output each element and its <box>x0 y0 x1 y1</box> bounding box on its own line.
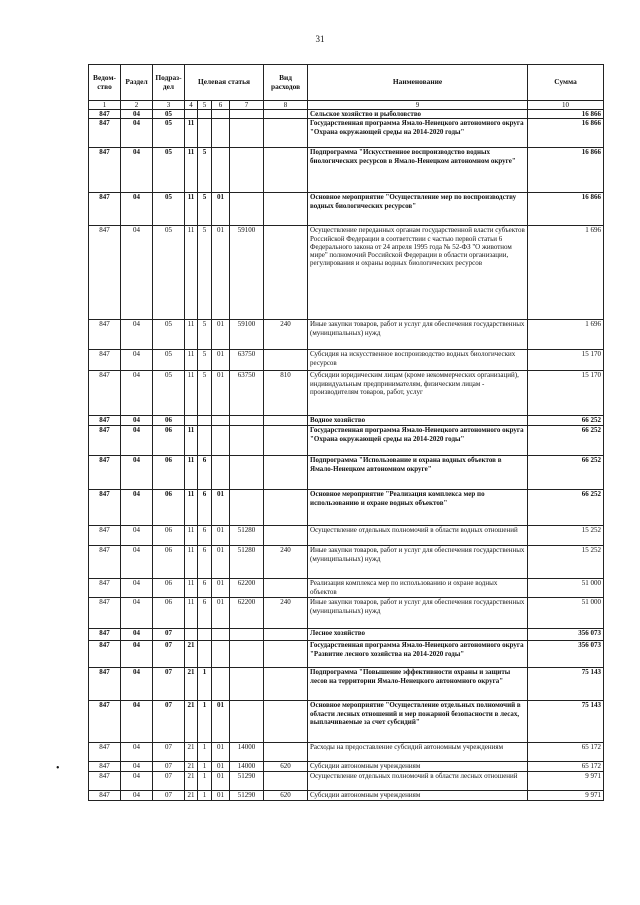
cell-department: 847 <box>89 320 121 350</box>
cell-sum: 9 971 <box>528 771 604 790</box>
cell-department: 847 <box>89 456 121 490</box>
cell-expense-type <box>264 701 308 743</box>
cell-department: 847 <box>89 598 121 629</box>
cell-subprogram: 6 <box>198 598 212 629</box>
table-row <box>89 320 604 350</box>
table-row <box>89 148 604 193</box>
cell-expense-type <box>264 226 308 320</box>
table-body <box>89 110 604 800</box>
cell-section: 04 <box>121 598 153 629</box>
cell-subsection: 07 <box>153 790 185 800</box>
header-target-article: Целевая статья <box>185 65 264 101</box>
cell-direction <box>230 193 264 226</box>
cell-sum: 15 170 <box>528 371 604 416</box>
cell-sum: 66 252 <box>528 426 604 456</box>
cell-expense-type <box>264 629 308 641</box>
cell-expense-type: 240 <box>264 320 308 350</box>
table-row <box>89 579 604 598</box>
table-row <box>89 668 604 701</box>
cell-subprogram: 6 <box>198 526 212 546</box>
cell-subsection: 06 <box>153 456 185 490</box>
cell-activity: 01 <box>212 526 230 546</box>
table-row <box>89 526 604 546</box>
cell-subsection: 07 <box>153 762 185 771</box>
cell-direction <box>230 110 264 119</box>
cell-section: 04 <box>121 320 153 350</box>
column-number: 7 <box>230 101 264 110</box>
cell-sum: 356 073 <box>528 629 604 641</box>
cell-activity <box>212 629 230 641</box>
column-number: 5 <box>198 101 212 110</box>
cell-expense-type: 240 <box>264 598 308 629</box>
cell-activity <box>212 456 230 490</box>
cell-subprogram: 1 <box>198 762 212 771</box>
table-row <box>89 701 604 743</box>
cell-section: 04 <box>121 490 153 526</box>
cell-section: 04 <box>121 790 153 800</box>
cell-subsection: 05 <box>153 320 185 350</box>
cell-program: 11 <box>185 490 198 526</box>
cell-subsection: 05 <box>153 148 185 193</box>
cell-expense-type: 620 <box>264 762 308 771</box>
cell-direction: 63750 <box>230 350 264 371</box>
budget-table <box>88 64 604 801</box>
cell-name: Государственная программа Ямало-Ненецкого автономного округа "Развитие лесного хозяйства на 2014-2020 годы" <box>308 641 528 668</box>
cell-name: Субсидии юридическим лицам (кроме некоммерческих организаций), индивидуальным предпринимателям, физическим лицам - производителям товаров, работ, услуг <box>308 371 528 416</box>
cell-department: 847 <box>89 629 121 641</box>
cell-sum: 65 172 <box>528 743 604 762</box>
cell-department: 847 <box>89 771 121 790</box>
header-dept: Ведом-ство <box>89 65 121 101</box>
cell-activity: 01 <box>212 771 230 790</box>
cell-subprogram: 6 <box>198 490 212 526</box>
cell-subsection: 07 <box>153 701 185 743</box>
cell-name: Подпрограмма "Повышение эффективности охраны и защиты лесов на территории Ямало-Ненецкого автономного округа" <box>308 668 528 701</box>
cell-department: 847 <box>89 762 121 771</box>
cell-activity <box>212 148 230 193</box>
cell-sum: 66 252 <box>528 416 604 426</box>
cell-activity: 01 <box>212 546 230 579</box>
cell-subsection: 05 <box>153 110 185 119</box>
cell-program: 11 <box>185 426 198 456</box>
cell-department: 847 <box>89 371 121 416</box>
cell-name: Расходы на предоставление субсидий автономным учреждениям <box>308 743 528 762</box>
cell-subsection: 05 <box>153 119 185 148</box>
cell-activity: 01 <box>212 350 230 371</box>
cell-subsection: 06 <box>153 426 185 456</box>
cell-department: 847 <box>89 426 121 456</box>
cell-subprogram: 6 <box>198 579 212 598</box>
cell-sum: 66 252 <box>528 490 604 526</box>
table-row <box>89 456 604 490</box>
cell-section: 04 <box>121 641 153 668</box>
cell-direction: 51280 <box>230 546 264 579</box>
table-row <box>89 226 604 320</box>
cell-activity: 01 <box>212 743 230 762</box>
cell-subsection: 07 <box>153 771 185 790</box>
cell-activity <box>212 119 230 148</box>
cell-department: 847 <box>89 579 121 598</box>
cell-name: Водное хозяйство <box>308 416 528 426</box>
cell-sum: 15 252 <box>528 546 604 579</box>
cell-name: Подпрограмма "Искусственное воспроизводство водных биологических ресурсов в Ямало-Ненецком автономном округе" <box>308 148 528 193</box>
cell-department: 847 <box>89 743 121 762</box>
cell-subprogram <box>198 110 212 119</box>
column-number: 8 <box>264 101 308 110</box>
cell-program: 11 <box>185 598 198 629</box>
cell-subsection: 06 <box>153 546 185 579</box>
cell-expense-type <box>264 193 308 226</box>
cell-direction: 59100 <box>230 320 264 350</box>
cell-sum: 356 073 <box>528 641 604 668</box>
cell-expense-type: 240 <box>264 546 308 579</box>
cell-direction <box>230 416 264 426</box>
cell-section: 04 <box>121 226 153 320</box>
cell-sum: 66 252 <box>528 456 604 490</box>
cell-name: Основное мероприятие "Осуществление мер по воспроизводству водных биологических ресурсов" <box>308 193 528 226</box>
column-number-row <box>89 101 604 110</box>
cell-sum: 15 252 <box>528 526 604 546</box>
cell-name: Иные закупки товаров, работ и услуг для обеспечения государственных (муниципальных) нужд <box>308 320 528 350</box>
cell-program <box>185 110 198 119</box>
cell-expense-type <box>264 771 308 790</box>
cell-name: Осуществление отдельных полномочий в области лесных отношений <box>308 771 528 790</box>
cell-name: Подпрограмма "Использование и охрана водных объектов в Ямало-Ненецком автономном округе" <box>308 456 528 490</box>
cell-activity <box>212 416 230 426</box>
cell-section: 04 <box>121 526 153 546</box>
cell-subsection: 07 <box>153 629 185 641</box>
table-row <box>89 426 604 456</box>
cell-section: 04 <box>121 426 153 456</box>
cell-subprogram: 6 <box>198 456 212 490</box>
cell-direction: 14000 <box>230 762 264 771</box>
cell-direction <box>230 426 264 456</box>
cell-sum: 15 170 <box>528 350 604 371</box>
cell-direction <box>230 629 264 641</box>
cell-subprogram: 1 <box>198 790 212 800</box>
cell-sum: 51 000 <box>528 598 604 629</box>
cell-subsection: 07 <box>153 668 185 701</box>
cell-name: Основное мероприятие "Реализация комплекса мер по использованию и охране водных объектов" <box>308 490 528 526</box>
cell-name: Сельское хозяйство и рыболовство <box>308 110 528 119</box>
cell-subsection: 06 <box>153 416 185 426</box>
cell-sum: 16 866 <box>528 110 604 119</box>
cell-expense-type <box>264 350 308 371</box>
cell-subprogram: 1 <box>198 701 212 743</box>
cell-program: 21 <box>185 641 198 668</box>
cell-subsection: 06 <box>153 526 185 546</box>
cell-program: 11 <box>185 148 198 193</box>
cell-section: 04 <box>121 110 153 119</box>
cell-department: 847 <box>89 790 121 800</box>
cell-sum: 1 696 <box>528 226 604 320</box>
header-name: Наименование <box>308 65 528 101</box>
cell-activity <box>212 668 230 701</box>
column-number: 4 <box>185 101 198 110</box>
table-row <box>89 546 604 579</box>
cell-direction <box>230 490 264 526</box>
cell-subprogram: 5 <box>198 350 212 371</box>
cell-program: 11 <box>185 226 198 320</box>
table-row <box>89 490 604 526</box>
cell-sum: 16 866 <box>528 193 604 226</box>
cell-department: 847 <box>89 546 121 579</box>
cell-activity: 01 <box>212 790 230 800</box>
cell-expense-type: 810 <box>264 371 308 416</box>
page-number: 31 <box>315 34 325 44</box>
cell-subprogram: 6 <box>198 546 212 579</box>
cell-name: Субсидии автономным учреждениям <box>308 790 528 800</box>
column-number: 1 <box>89 101 121 110</box>
cell-activity: 01 <box>212 226 230 320</box>
cell-program: 11 <box>185 579 198 598</box>
cell-department: 847 <box>89 701 121 743</box>
cell-section: 04 <box>121 771 153 790</box>
cell-expense-type <box>264 456 308 490</box>
cell-direction: 62200 <box>230 579 264 598</box>
cell-subprogram: 5 <box>198 148 212 193</box>
cell-section: 04 <box>121 371 153 416</box>
cell-direction: 14000 <box>230 743 264 762</box>
table-row <box>89 350 604 371</box>
cell-section: 04 <box>121 350 153 371</box>
cell-activity: 01 <box>212 320 230 350</box>
cell-program: 21 <box>185 701 198 743</box>
cell-section: 04 <box>121 579 153 598</box>
cell-name: Субсидии автономным учреждениям <box>308 762 528 771</box>
cell-direction: 51290 <box>230 771 264 790</box>
cell-sum: 1 696 <box>528 320 604 350</box>
header-subsection: Подраз-дел <box>153 65 185 101</box>
cell-subsection: 05 <box>153 193 185 226</box>
cell-section: 04 <box>121 148 153 193</box>
cell-department: 847 <box>89 350 121 371</box>
margin-mark: • <box>56 763 60 774</box>
cell-subsection: 05 <box>153 371 185 416</box>
cell-department: 847 <box>89 110 121 119</box>
cell-expense-type <box>264 641 308 668</box>
table-row <box>89 762 604 771</box>
cell-subsection: 06 <box>153 598 185 629</box>
cell-program: 21 <box>185 762 198 771</box>
table-row <box>89 416 604 426</box>
cell-name: Осуществление переданных органам государственной власти субъектов Российской Федерации в соответствии с частью первой статьи 6 Федерального закона от 24 апреля 1995 года № 52-ФЗ "О животном мире" полномочий Российской Федерации в области организации, регулирования и охраны водных биологических ресурсов <box>308 226 528 320</box>
header-sum: Сумма <box>528 65 604 101</box>
cell-section: 04 <box>121 629 153 641</box>
cell-name: Осуществление отдельных полномочий в области водных отношений <box>308 526 528 546</box>
cell-subprogram: 1 <box>198 771 212 790</box>
cell-activity <box>212 426 230 456</box>
cell-direction <box>230 668 264 701</box>
table-row <box>89 629 604 641</box>
cell-subsection: 06 <box>153 579 185 598</box>
cell-name: Иные закупки товаров, работ и услуг для обеспечения государственных (муниципальных) нужд <box>308 546 528 579</box>
cell-program: 11 <box>185 546 198 579</box>
cell-department: 847 <box>89 193 121 226</box>
cell-subprogram: 5 <box>198 371 212 416</box>
header-section: Раздел <box>121 65 153 101</box>
cell-program: 11 <box>185 456 198 490</box>
cell-subprogram <box>198 426 212 456</box>
cell-subprogram: 5 <box>198 320 212 350</box>
cell-activity: 01 <box>212 490 230 526</box>
cell-program: 21 <box>185 668 198 701</box>
table-row <box>89 790 604 800</box>
cell-activity: 01 <box>212 701 230 743</box>
cell-program: 21 <box>185 771 198 790</box>
cell-department: 847 <box>89 668 121 701</box>
cell-subsection: 06 <box>153 490 185 526</box>
table-row <box>89 119 604 148</box>
cell-subsection: 05 <box>153 226 185 320</box>
cell-activity: 01 <box>212 579 230 598</box>
cell-direction: 51280 <box>230 526 264 546</box>
cell-program <box>185 416 198 426</box>
cell-expense-type <box>264 668 308 701</box>
cell-expense-type: 620 <box>264 790 308 800</box>
cell-sum: 65 172 <box>528 762 604 771</box>
cell-direction <box>230 119 264 148</box>
cell-name: Иные закупки товаров, работ и услуг для обеспечения государственных (муниципальных) нужд <box>308 598 528 629</box>
cell-section: 04 <box>121 743 153 762</box>
cell-name: Государственная программа Ямало-Ненецкого автономного округа "Охрана окружающей среды на 2014-2020 годы" <box>308 119 528 148</box>
cell-name: Государственная программа Ямало-Ненецкого автономного округа "Охрана окружающей среды на 2014-2020 годы" <box>308 426 528 456</box>
table-row <box>89 598 604 629</box>
cell-program: 21 <box>185 743 198 762</box>
cell-department: 847 <box>89 148 121 193</box>
cell-expense-type <box>264 490 308 526</box>
cell-direction: 51290 <box>230 790 264 800</box>
cell-sum: 75 143 <box>528 701 604 743</box>
cell-expense-type <box>264 110 308 119</box>
cell-department: 847 <box>89 416 121 426</box>
table-row <box>89 371 604 416</box>
cell-department: 847 <box>89 226 121 320</box>
cell-subprogram <box>198 641 212 668</box>
cell-name: Основное мероприятие "Осуществление отдельных полномочий в области лесных отношений и мер пожарной безопасности в лесах, выплачиваемые за счет субсидий" <box>308 701 528 743</box>
cell-expense-type <box>264 416 308 426</box>
cell-sum: 9 971 <box>528 790 604 800</box>
table-row <box>89 110 604 119</box>
cell-subprogram: 1 <box>198 743 212 762</box>
cell-subsection: 07 <box>153 641 185 668</box>
cell-sum: 51 000 <box>528 579 604 598</box>
cell-section: 04 <box>121 456 153 490</box>
cell-direction: 62200 <box>230 598 264 629</box>
cell-name: Реализация комплекса мер по использованию и охране водных объектов <box>308 579 528 598</box>
cell-direction <box>230 641 264 668</box>
cell-expense-type <box>264 426 308 456</box>
cell-subsection: 05 <box>153 350 185 371</box>
cell-section: 04 <box>121 668 153 701</box>
cell-activity: 01 <box>212 193 230 226</box>
cell-direction: 63750 <box>230 371 264 416</box>
cell-department: 847 <box>89 490 121 526</box>
cell-department: 847 <box>89 526 121 546</box>
cell-section: 04 <box>121 546 153 579</box>
header-expense-type: Вид расходов <box>264 65 308 101</box>
cell-direction: 59100 <box>230 226 264 320</box>
cell-expense-type <box>264 119 308 148</box>
cell-activity: 01 <box>212 371 230 416</box>
cell-activity: 01 <box>212 598 230 629</box>
table-row <box>89 771 604 790</box>
cell-subprogram <box>198 416 212 426</box>
cell-program: 11 <box>185 320 198 350</box>
cell-department: 847 <box>89 119 121 148</box>
cell-activity <box>212 110 230 119</box>
table-row <box>89 743 604 762</box>
column-number: 2 <box>121 101 153 110</box>
cell-expense-type <box>264 148 308 193</box>
cell-program: 21 <box>185 790 198 800</box>
cell-department: 847 <box>89 641 121 668</box>
cell-subsection: 07 <box>153 743 185 762</box>
cell-sum: 16 866 <box>528 148 604 193</box>
table-row <box>89 641 604 668</box>
cell-program: 11 <box>185 119 198 148</box>
cell-program: 11 <box>185 371 198 416</box>
cell-subprogram: 5 <box>198 226 212 320</box>
cell-name: Лесное хозяйство <box>308 629 528 641</box>
cell-program: 11 <box>185 193 198 226</box>
column-number: 10 <box>528 101 604 110</box>
cell-name: Субсидия на искусственное воспроизводство водных биологических ресурсов <box>308 350 528 371</box>
cell-activity: 01 <box>212 762 230 771</box>
cell-section: 04 <box>121 762 153 771</box>
cell-subprogram: 1 <box>198 668 212 701</box>
cell-subprogram <box>198 629 212 641</box>
cell-sum: 75 143 <box>528 668 604 701</box>
column-number: 6 <box>212 101 230 110</box>
cell-expense-type <box>264 526 308 546</box>
cell-program <box>185 629 198 641</box>
column-number: 9 <box>308 101 528 110</box>
cell-direction <box>230 148 264 193</box>
cell-section: 04 <box>121 416 153 426</box>
cell-section: 04 <box>121 119 153 148</box>
cell-section: 04 <box>121 701 153 743</box>
cell-expense-type <box>264 743 308 762</box>
cell-subprogram: 5 <box>198 193 212 226</box>
cell-subprogram <box>198 119 212 148</box>
cell-direction <box>230 701 264 743</box>
column-number: 3 <box>153 101 185 110</box>
cell-sum: 16 866 <box>528 119 604 148</box>
cell-program: 11 <box>185 350 198 371</box>
cell-direction <box>230 456 264 490</box>
cell-section: 04 <box>121 193 153 226</box>
cell-expense-type <box>264 579 308 598</box>
cell-activity <box>212 641 230 668</box>
cell-program: 11 <box>185 526 198 546</box>
table-row <box>89 193 604 226</box>
